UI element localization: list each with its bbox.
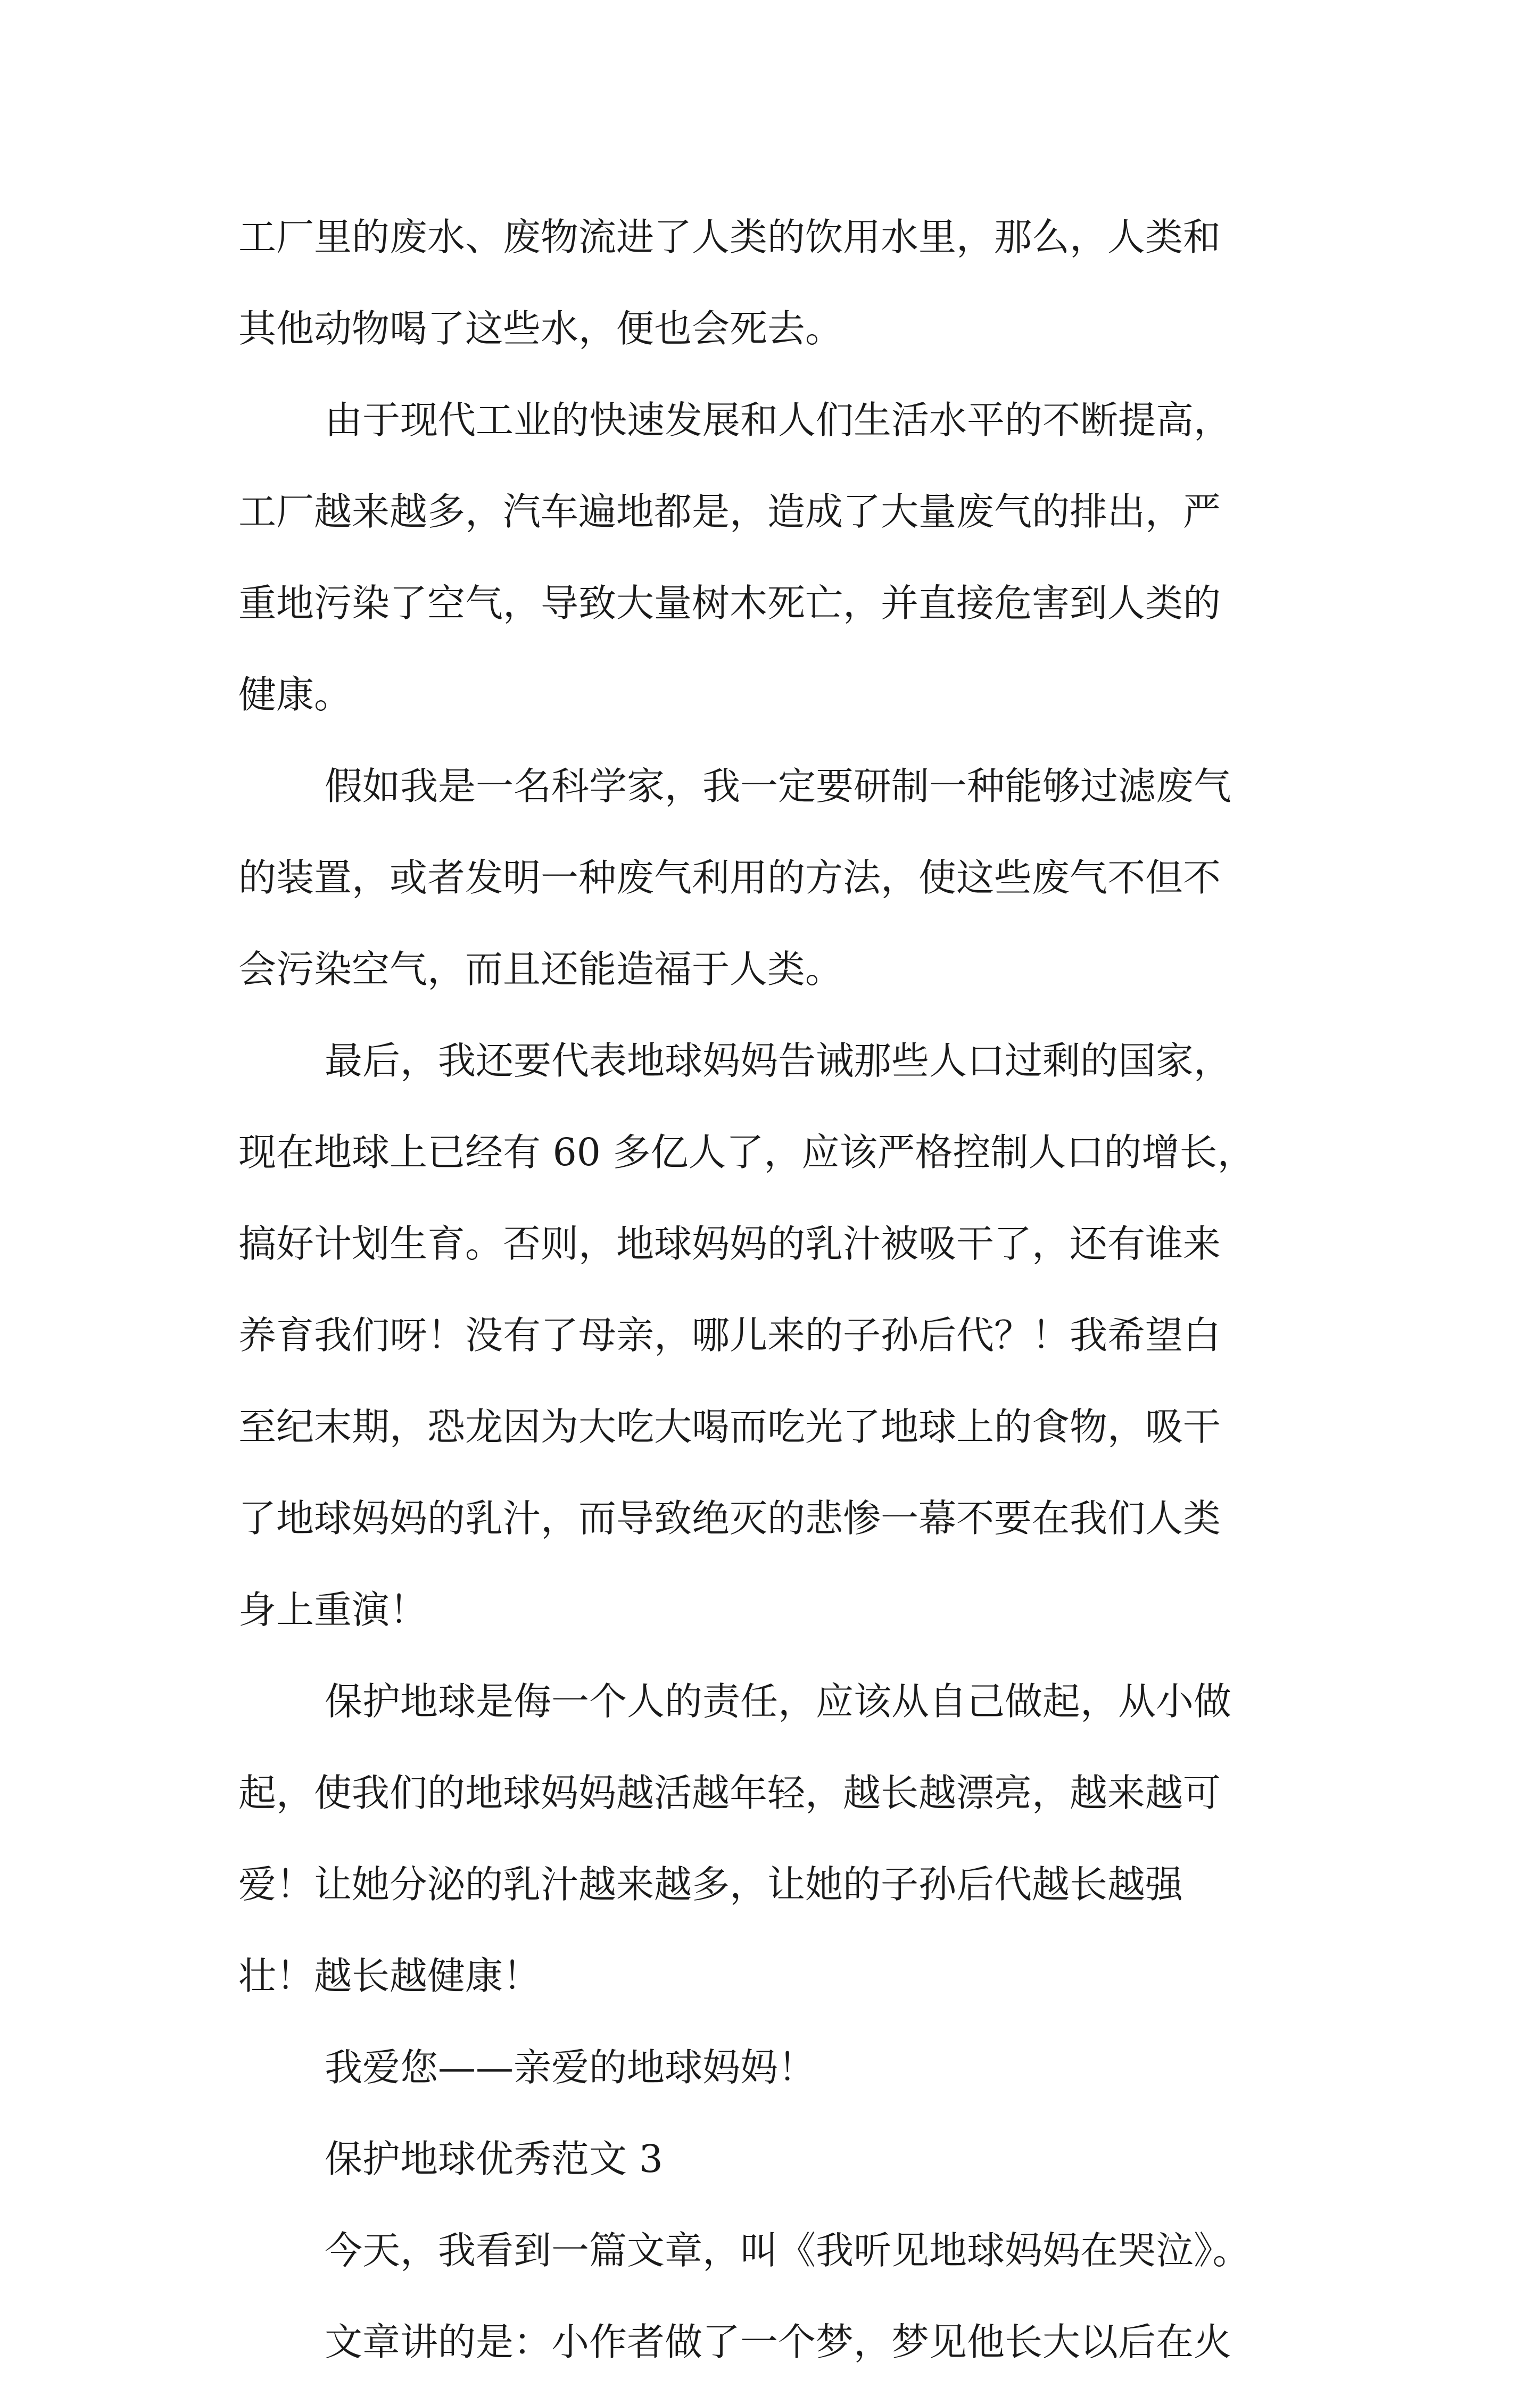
text-line: 我爱您——亲爱的地球妈妈！ — [325, 2045, 816, 2090]
text-line: 最后，我还要代表地球妈妈告诫那些人口过剩的国家， — [325, 1039, 1232, 1083]
text-line: 搞好计划生育。否则，地球妈妈的乳汁被吸干了，还有谁来 — [238, 1222, 1221, 1266]
text-line: 身上重演！ — [238, 1588, 428, 1632]
section-heading: 保护地球优秀范文 3 — [325, 2137, 663, 2181]
text-line: 由于现代工业的快速发展和人们生活水平的不断提高， — [325, 398, 1232, 442]
text-line: 现在地球上已经有 60 多亿人了，应该严格控制人口的增长， — [238, 1130, 1255, 1174]
text-line: 文章讲的是：小作者做了一个梦，梦见他长大以后在火 — [325, 2320, 1232, 2364]
document-body — [238, 192, 1308, 2388]
text-line: 养育我们呀！没有了母亲，哪儿来的子孙后代？！我希望白 — [238, 1313, 1221, 1357]
text-line: 假如我是一名科学家，我一定要研制一种能够过滤废气 — [325, 764, 1232, 808]
text-line: 保护地球是侮一个人的责任，应该从自己做起，从小做 — [325, 1679, 1232, 1723]
text-line: 至纪末期，恐龙因为大吃大喝而吃光了地球上的食物，吸干 — [238, 1405, 1221, 1449]
text-line: 今天，我看到一篇文章，叫《我听见地球妈妈在哭泣》。 — [325, 2228, 1251, 2273]
text-line: 工厂里的废水、废物流进了人类的饮用水里，那么，人类和 — [238, 215, 1221, 259]
text-line: 工厂越来越多，汽车遍地都是，造成了大量废气的排出，严 — [238, 490, 1221, 534]
text-line: 壮！越长越健康！ — [238, 1954, 541, 1998]
text-line: 其他动物喝了这些水，便也会死去。 — [238, 306, 843, 351]
text-line: 了地球妈妈的乳汁，而导致绝灭的悲惨一幕不要在我们人类 — [238, 1496, 1221, 1540]
text-line: 的装置，或者发明一种废气利用的方法，使这些废气不但不 — [238, 856, 1221, 900]
text-line: 会污染空气，而且还能造福于人类。 — [238, 947, 843, 991]
text-line: 爱！让她分泌的乳汁越来越多，让她的子孙后代越长越强 — [238, 1862, 1183, 1906]
text-line: 起，使我们的地球妈妈越活越年轻，越长越漂亮，越来越可 — [238, 1771, 1221, 1815]
text-line: 重地污染了空气，导致大量树木死亡，并直接危害到人类的 — [238, 581, 1221, 625]
text-line: 健康。 — [238, 673, 352, 717]
